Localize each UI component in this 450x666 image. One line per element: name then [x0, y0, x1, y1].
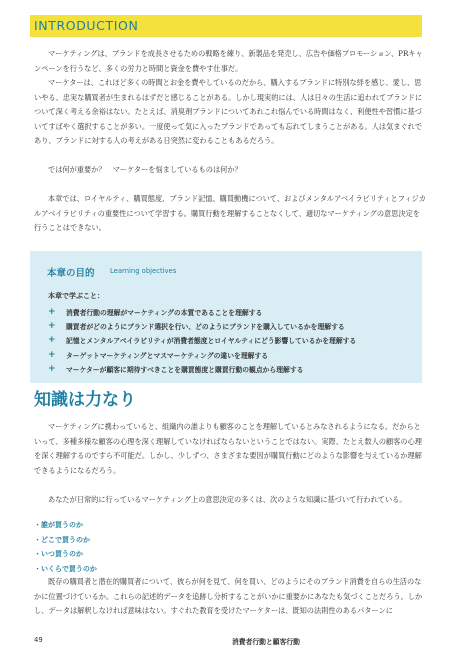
plus-icon: + [48, 349, 56, 360]
objectives-lead: 本章で学ぶこと： [48, 292, 104, 300]
intro-paragraph-2 [34, 76, 426, 149]
section-paragraph-1-text: マーケティングに携わっていると、組織内の誰よりも顧客のことを理解しているとみなされるようになる。だからといって、多種多様な顧客の心理を深く理解していなければならないということではない。実際、たとえ数人の顧客の心理を深く理解するのですら不可能だ。しかし、少しずつ、さまざまな要因が購買行動にどのような影響を与えているか理解できるようになるだろう。 [34, 422, 422, 475]
objectives-title: 本章の目的 [47, 268, 95, 279]
objectives-list [48, 305, 413, 376]
bullet-item: ・誰が買うのか [34, 521, 83, 529]
bullet-item: ・いつ買うのか [34, 550, 83, 559]
section-paragraph-2-text: あなたが日常的に行っているマーケティング上の意思決定の多くは、次のような知識に基づいて行われている。 [48, 495, 407, 504]
intro-question-text: では何が重要か？ マーケターを悩ましているものは何か？ [48, 165, 242, 174]
section-heading: 知識は力なり [34, 390, 136, 410]
objective-item [48, 348, 413, 362]
plus-icon: + [48, 307, 56, 318]
objective-item [48, 362, 413, 376]
knowledge-bullet-list [34, 518, 97, 577]
intro-paragraph-2-text: マーケターは、これほど多くの時間とお金を費やしているのだから、購入するブランドに特別な絆を感じ、愛し、思いやる、忠実な購買者が生まれるはずだと感じることがある。しかし現実的には、人は日々の生活に追われてブランドについて深く考える余裕はない。たとえば、消臭剤ブランドについてあれこれ悩んでいる時間はなく、利便性や習慣に基づいてすばやく選択することが多い。一度使って気に入ったブランドであっても忘れてしまうことがある。人は気まぐれであり、ブランドに対する人の考えがある日突然に変わることもあるだろう。 [34, 78, 423, 146]
plus-icon: + [48, 363, 56, 374]
section-paragraph-2 [34, 493, 426, 508]
running-chapter-title: 消費者行動と顧客行動 [232, 638, 300, 646]
objective-item-text: 購買者がどのようにブランド選択を行い、どのようにブランドを購入しているかを理解する [66, 323, 345, 332]
intro-paragraph-1 [34, 47, 426, 76]
intro-paragraph-3-text: 本章では、ロイヤルティ、購買態度、ブランド記憶、購買動機について、およびメンタルアベイラビリティとフィジカルアベイラビリティの重要性について学習する。購買行動を理解することなくして、適切なマーケティングの意思決定を行うことはできない。 [34, 194, 426, 233]
objective-item-text: 記憶とメンタルアベイラビリティが消費者態度とロイヤルティにどう影響しているかを理解する [66, 337, 357, 346]
intro-paragraph-3 [34, 192, 426, 236]
plus-icon: + [48, 335, 56, 346]
objective-item-text: ターゲットマーケティングとマスマーケティングの違いを理解する [66, 351, 269, 360]
objective-item [48, 333, 413, 347]
page-number: 49 [34, 636, 43, 644]
section-paragraph-3-text: 既存の購買者と潜在的購買者について、彼らが何を見て、何を買い、どのようにそのブランド消費を自らの生活のなかに位置づけているか。これらの記述的データを追跡し分析することがいかに重要かにあなたも気づくことだろう。しかし、データは解釈しなければ意味はない。すぐれた教育を受けたマーケターは、既知の法則性のあるパターンに [34, 577, 423, 616]
bullet-item: ・いくらで買うのか [34, 565, 97, 574]
section-paragraph-1 [34, 420, 426, 478]
intro-paragraph-1-text: マーケティングは、ブランドを成長させるための戦略を練り、新製品を発売し、広告や価格プロモーション、PRキャンペーンを行うなど、多くの労力と時間と資金を費やす仕事だ。 [34, 49, 423, 73]
plus-icon: + [48, 321, 56, 332]
bullet-item: ・どこで買うのか [34, 535, 90, 544]
intro-question [34, 163, 426, 178]
objective-item [48, 305, 413, 319]
objective-item-text: マーケターが顧客に期待すべきことを購買態度と購買行動の観点から理解する [66, 365, 304, 374]
objectives-subtitle: Learning objectives [110, 267, 177, 275]
intro-heading: INTRODUCTION [34, 18, 139, 33]
objective-item [48, 319, 413, 333]
section-paragraph-3 [34, 575, 426, 619]
objective-item-text: 消費者行動の理解がマーケティングの本質であることを理解する [66, 309, 263, 318]
